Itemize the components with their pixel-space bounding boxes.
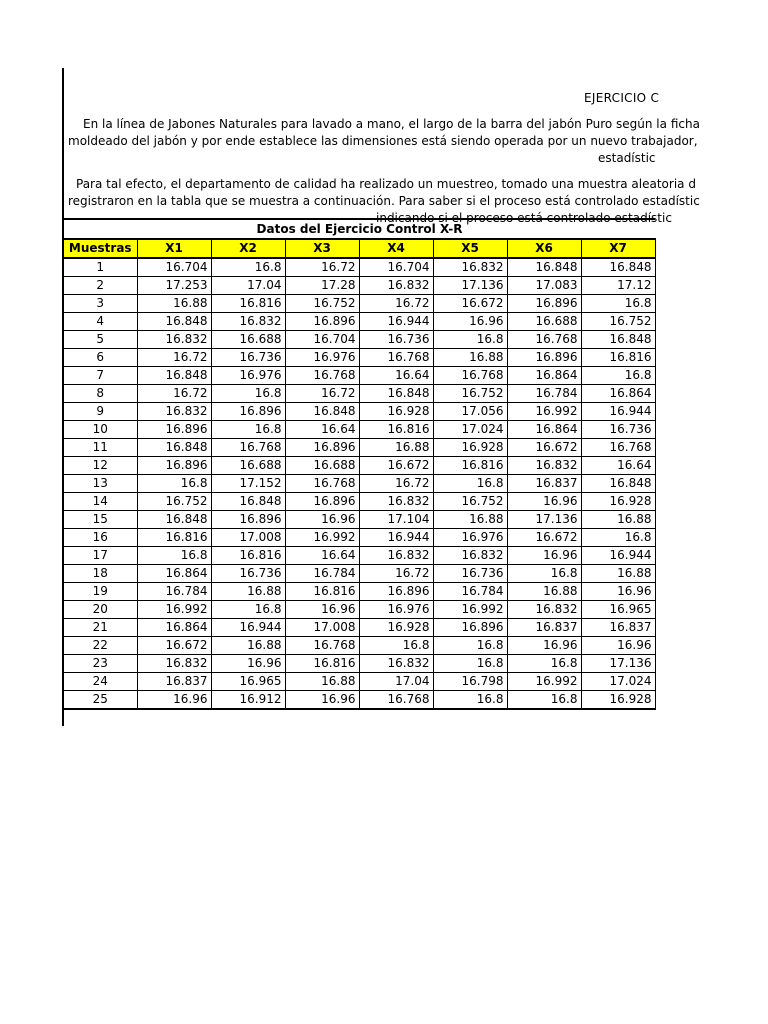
header-x7[interactable]: X7 [581,239,655,258]
sample-number-cell[interactable]: 11 [63,439,137,457]
paragraph-2-line-1: Para tal efecto, el departamento de calidad ha realizado un muestreo, tomado una muestra aleatoria d [76,177,696,191]
measurement-cell[interactable]: 16.896 [211,511,285,529]
measurement-cell[interactable]: 16.8 [433,637,507,655]
measurement-cell[interactable]: 16.768 [359,691,433,710]
measurement-cell[interactable]: 16.912 [211,691,285,710]
paragraph-2-line-3: indicando si el proceso está controlado estadístic [376,211,672,225]
measurement-cell[interactable]: 16.8 [211,385,285,403]
measurement-cell[interactable]: 16.64 [285,421,359,439]
measurement-cell[interactable]: 16.848 [581,258,655,277]
measurement-cell[interactable]: 17.04 [211,277,285,295]
table-row [63,601,655,619]
measurement-cell[interactable]: 16.768 [285,367,359,385]
measurement-cell[interactable]: 16.72 [285,385,359,403]
measurement-cell[interactable]: 16.96 [507,493,581,511]
measurement-cell[interactable]: 16.896 [507,349,581,367]
sample-number-cell[interactable]: 5 [63,331,137,349]
measurement-cell[interactable]: 16.96 [581,583,655,601]
measurement-cell[interactable]: 16.784 [285,565,359,583]
measurement-cell[interactable]: 16.64 [359,367,433,385]
measurement-cell[interactable]: 17.024 [581,673,655,691]
sample-number-cell[interactable]: 2 [63,277,137,295]
measurement-cell[interactable]: 16.704 [285,331,359,349]
paragraph-2-line-2: registraron en la tabla que se muestra a continuación. Para saber si el proceso está controlado estadístic [68,194,700,208]
table-header-row [63,239,655,258]
measurement-cell[interactable]: 16.704 [137,258,211,277]
measurement-cell[interactable]: 16.848 [581,475,655,493]
measurement-cell[interactable]: 16.837 [507,475,581,493]
measurement-cell[interactable]: 16.688 [285,457,359,475]
measurement-cell[interactable]: 16.832 [137,403,211,421]
measurement-cell[interactable]: 17.136 [581,655,655,673]
sample-number-cell[interactable]: 6 [63,349,137,367]
measurement-cell[interactable]: 16.848 [137,511,211,529]
sample-number-cell[interactable]: 3 [63,295,137,313]
document-title: EJERCICIO C [584,91,660,105]
measurement-cell[interactable]: 16.928 [581,691,655,710]
measurement-cell[interactable]: 16.688 [211,331,285,349]
table-row [63,637,655,655]
measurement-cell[interactable]: 16.832 [507,457,581,475]
measurement-cell[interactable]: 16.837 [581,619,655,637]
measurement-cell[interactable]: 16.832 [359,277,433,295]
measurement-cell[interactable]: 16.965 [581,601,655,619]
table-row [63,439,655,457]
measurement-cell[interactable]: 16.848 [507,258,581,277]
measurement-cell[interactable]: 16.96 [211,655,285,673]
measurement-cell[interactable]: 16.848 [359,385,433,403]
table-row [63,691,655,710]
measurement-cell[interactable]: 16.8 [581,295,655,313]
table-caption: Datos del Ejercicio Control X-R [63,219,655,239]
measurement-cell[interactable]: 16.96 [285,691,359,710]
measurement-cell[interactable]: 16.88 [211,583,285,601]
header-x2[interactable]: X2 [211,239,285,258]
measurement-cell[interactable]: 16.672 [507,529,581,547]
measurement-cell[interactable]: 16.672 [359,457,433,475]
measurement-cell[interactable]: 16.928 [359,403,433,421]
measurement-cell[interactable]: 16.896 [285,313,359,331]
measurement-cell[interactable]: 16.72 [359,475,433,493]
table-row [63,565,655,583]
sample-number-cell[interactable]: 14 [63,493,137,511]
measurement-cell[interactable]: 16.944 [581,403,655,421]
measurement-cell[interactable]: 16.96 [285,601,359,619]
table-row [63,331,655,349]
measurement-cell[interactable]: 17.28 [285,277,359,295]
measurement-cell[interactable]: 17.136 [507,511,581,529]
measurement-cell[interactable]: 17.024 [433,421,507,439]
measurement-cell[interactable]: 17.04 [359,673,433,691]
measurement-cell[interactable]: 16.688 [507,313,581,331]
measurement-cell[interactable]: 16.848 [285,403,359,421]
measurement-cell[interactable]: 16.752 [581,313,655,331]
measurement-cell[interactable]: 16.816 [285,583,359,601]
table-row [63,673,655,691]
table-row [63,277,655,295]
measurement-cell[interactable]: 16.736 [211,565,285,583]
measurement-cell[interactable]: 16.8 [581,529,655,547]
measurement-cell[interactable]: 16.768 [359,349,433,367]
measurement-cell[interactable]: 16.8 [433,331,507,349]
measurement-cell[interactable]: 16.848 [137,313,211,331]
measurement-cell[interactable]: 16.837 [137,673,211,691]
measurement-cell[interactable]: 16.896 [359,583,433,601]
measurement-cell[interactable]: 16.72 [285,258,359,277]
header-x3[interactable]: X3 [285,239,359,258]
measurement-cell[interactable]: 16.768 [433,367,507,385]
measurement-cell[interactable]: 16.8 [433,475,507,493]
measurement-cell[interactable]: 16.768 [581,439,655,457]
measurement-cell[interactable]: 17.056 [433,403,507,421]
measurement-cell[interactable]: 16.864 [137,619,211,637]
measurement-cell[interactable]: 16.816 [285,655,359,673]
measurement-cell[interactable]: 16.928 [433,439,507,457]
measurement-cell[interactable]: 16.864 [507,367,581,385]
measurement-cell[interactable]: 16.992 [507,403,581,421]
measurement-cell[interactable]: 16.992 [507,673,581,691]
measurement-cell[interactable]: 16.768 [285,637,359,655]
measurement-cell[interactable]: 17.12 [581,277,655,295]
table-row [63,457,655,475]
sample-number-cell[interactable]: 24 [63,673,137,691]
measurement-cell[interactable]: 16.752 [137,493,211,511]
measurement-cell[interactable]: 16.816 [433,457,507,475]
measurement-cell[interactable]: 16.768 [285,475,359,493]
measurement-cell[interactable]: 16.816 [137,529,211,547]
measurement-cell[interactable]: 16.896 [285,439,359,457]
paragraph-1-line-3: estadístic [598,151,656,165]
measurement-cell[interactable]: 16.848 [137,439,211,457]
measurement-cell[interactable]: 16.832 [137,655,211,673]
measurement-cell[interactable]: 16.8 [433,691,507,710]
table-row [63,493,655,511]
measurement-cell[interactable]: 16.88 [285,673,359,691]
measurement-cell[interactable]: 16.864 [137,565,211,583]
header-x1[interactable]: X1 [137,239,211,258]
measurement-cell[interactable]: 16.944 [359,529,433,547]
measurement-cell[interactable]: 16.96 [507,637,581,655]
measurement-cell[interactable]: 16.832 [433,258,507,277]
header-x4[interactable]: X4 [359,239,433,258]
table-row [63,367,655,385]
measurement-cell[interactable]: 16.8 [581,367,655,385]
measurement-cell[interactable]: 16.88 [433,349,507,367]
sample-number-cell[interactable]: 4 [63,313,137,331]
measurement-cell[interactable]: 17.104 [359,511,433,529]
measurement-cell[interactable]: 16.8 [211,421,285,439]
measurement-cell[interactable]: 16.8 [137,547,211,565]
measurement-cell[interactable]: 16.96 [433,313,507,331]
measurement-cell[interactable]: 16.784 [507,385,581,403]
paragraph-1-line-2: moldeado del jabón y por ende establece las dimensiones está siendo operada por un nuevo trabajador, [68,134,698,148]
measurement-cell[interactable]: 16.816 [581,349,655,367]
sample-number-cell[interactable]: 16 [63,529,137,547]
measurement-cell[interactable]: 16.8 [507,655,581,673]
table-row [63,529,655,547]
measurement-cell[interactable]: 16.88 [137,295,211,313]
measurement-cell[interactable]: 16.896 [285,493,359,511]
measurement-cell[interactable]: 16.896 [137,457,211,475]
sample-number-cell[interactable]: 15 [63,511,137,529]
measurement-cell[interactable]: 16.832 [359,493,433,511]
measurement-cell[interactable]: 16.832 [359,655,433,673]
measurement-cell[interactable]: 16.976 [211,367,285,385]
measurement-cell[interactable]: 16.736 [211,349,285,367]
measurement-cell[interactable]: 16.976 [285,349,359,367]
measurement-cell[interactable]: 16.832 [211,313,285,331]
measurement-cell[interactable]: 16.64 [285,547,359,565]
measurement-cell[interactable]: 16.992 [137,601,211,619]
measurement-cell[interactable]: 17.253 [137,277,211,295]
table-row [63,619,655,637]
measurement-cell[interactable]: 16.88 [433,511,507,529]
measurement-cell[interactable]: 16.672 [137,637,211,655]
table-row [63,295,655,313]
measurement-cell[interactable]: 16.88 [507,583,581,601]
measurement-cell[interactable]: 16.752 [285,295,359,313]
measurement-cell[interactable]: 16.976 [433,529,507,547]
sample-number-cell[interactable]: 8 [63,385,137,403]
measurement-cell[interactable]: 16.976 [359,601,433,619]
measurement-cell[interactable]: 16.72 [137,385,211,403]
sample-number-cell[interactable]: 10 [63,421,137,439]
measurement-cell[interactable]: 16.816 [211,547,285,565]
table-row [63,475,655,493]
measurement-cell[interactable]: 16.992 [433,601,507,619]
measurement-cell[interactable]: 17.083 [507,277,581,295]
measurement-cell[interactable]: 16.965 [211,673,285,691]
measurement-cell[interactable]: 16.768 [211,439,285,457]
sample-number-cell[interactable]: 18 [63,565,137,583]
measurement-cell[interactable]: 16.848 [137,367,211,385]
measurement-cell[interactable]: 16.944 [581,547,655,565]
measurement-cell[interactable]: 16.896 [507,295,581,313]
measurement-cell[interactable]: 16.752 [433,385,507,403]
sample-number-cell[interactable]: 23 [63,655,137,673]
measurement-cell[interactable]: 17.136 [433,277,507,295]
measurement-cell[interactable]: 16.832 [507,601,581,619]
header-x6[interactable]: X6 [507,239,581,258]
sample-number-cell[interactable]: 25 [63,691,137,710]
measurement-cell[interactable]: 16.798 [433,673,507,691]
table-row [63,385,655,403]
measurement-cell[interactable]: 16.848 [211,493,285,511]
sample-number-cell[interactable]: 22 [63,637,137,655]
measurement-cell[interactable]: 16.88 [581,511,655,529]
table-row [63,258,655,277]
measurement-cell[interactable]: 16.944 [359,313,433,331]
measurement-cell[interactable]: 16.96 [137,691,211,710]
measurement-cell[interactable]: 17.152 [211,475,285,493]
measurement-cell[interactable]: 16.8 [433,655,507,673]
measurement-cell[interactable]: 16.72 [359,295,433,313]
measurement-cell[interactable]: 16.72 [359,565,433,583]
sample-number-cell[interactable]: 7 [63,367,137,385]
control-data-table [62,218,656,710]
measurement-cell[interactable]: 16.928 [359,619,433,637]
measurement-cell[interactable]: 16.832 [137,331,211,349]
sample-number-cell[interactable]: 12 [63,457,137,475]
measurement-cell[interactable]: 16.8 [507,565,581,583]
measurement-cell[interactable]: 16.784 [137,583,211,601]
measurement-cell[interactable]: 16.837 [507,619,581,637]
measurement-cell[interactable]: 16.672 [507,439,581,457]
measurement-cell[interactable]: 16.736 [433,565,507,583]
measurement-cell[interactable]: 16.768 [507,331,581,349]
measurement-cell[interactable]: 16.832 [359,547,433,565]
measurement-cell[interactable]: 16.816 [211,295,285,313]
measurement-cell[interactable]: 16.88 [211,637,285,655]
measurement-cell[interactable]: 16.928 [581,493,655,511]
table-row [63,511,655,529]
measurement-cell[interactable]: 16.72 [137,349,211,367]
measurement-cell[interactable]: 16.896 [433,619,507,637]
measurement-cell[interactable]: 16.96 [285,511,359,529]
measurement-cell[interactable]: 16.784 [433,583,507,601]
measurement-cell[interactable]: 16.832 [433,547,507,565]
measurement-cell[interactable]: 16.864 [507,421,581,439]
sample-number-cell[interactable]: 13 [63,475,137,493]
measurement-cell[interactable]: 16.944 [211,619,285,637]
measurement-cell[interactable]: 16.704 [359,258,433,277]
measurement-cell[interactable]: 16.864 [581,385,655,403]
table-row [63,349,655,367]
sample-number-cell[interactable]: 9 [63,403,137,421]
table-row [63,583,655,601]
sample-number-cell[interactable]: 19 [63,583,137,601]
measurement-cell[interactable]: 16.8 [211,258,285,277]
measurement-cell[interactable]: 16.992 [285,529,359,547]
table-body [63,258,655,709]
measurement-cell[interactable]: 16.896 [137,421,211,439]
measurement-cell[interactable]: 17.008 [211,529,285,547]
measurement-cell[interactable]: 16.64 [581,457,655,475]
measurement-cell[interactable]: 16.752 [433,493,507,511]
measurement-cell[interactable]: 16.736 [581,421,655,439]
table-row [63,313,655,331]
measurement-cell[interactable]: 16.672 [433,295,507,313]
measurement-cell[interactable]: 16.96 [581,637,655,655]
measurement-cell[interactable]: 16.88 [581,565,655,583]
paragraph-1-line-1: En la línea de Jabones Naturales para lavado a mano, el largo de la barra del jabón Puro según la ficha [83,117,700,131]
table-row [63,421,655,439]
header-muestras[interactable]: Muestras [63,239,137,258]
sample-number-cell[interactable]: 1 [63,258,137,277]
measurement-cell[interactable]: 16.8 [211,601,285,619]
measurement-cell[interactable]: 16.8 [507,691,581,710]
measurement-cell[interactable]: 16.736 [359,331,433,349]
table-row [63,655,655,673]
measurement-cell[interactable]: 17.008 [285,619,359,637]
measurement-cell[interactable]: 16.96 [507,547,581,565]
measurement-cell[interactable]: 16.688 [211,457,285,475]
measurement-cell[interactable]: 16.896 [211,403,285,421]
measurement-cell[interactable]: 16.848 [581,331,655,349]
measurement-cell[interactable]: 16.8 [137,475,211,493]
sample-number-cell[interactable]: 21 [63,619,137,637]
measurement-cell[interactable]: 16.88 [359,439,433,457]
measurement-cell[interactable]: 16.8 [359,637,433,655]
table-row [63,547,655,565]
header-x5[interactable]: X5 [433,239,507,258]
sample-number-cell[interactable]: 17 [63,547,137,565]
sample-number-cell[interactable]: 20 [63,601,137,619]
table-row [63,403,655,421]
measurement-cell[interactable]: 16.816 [359,421,433,439]
